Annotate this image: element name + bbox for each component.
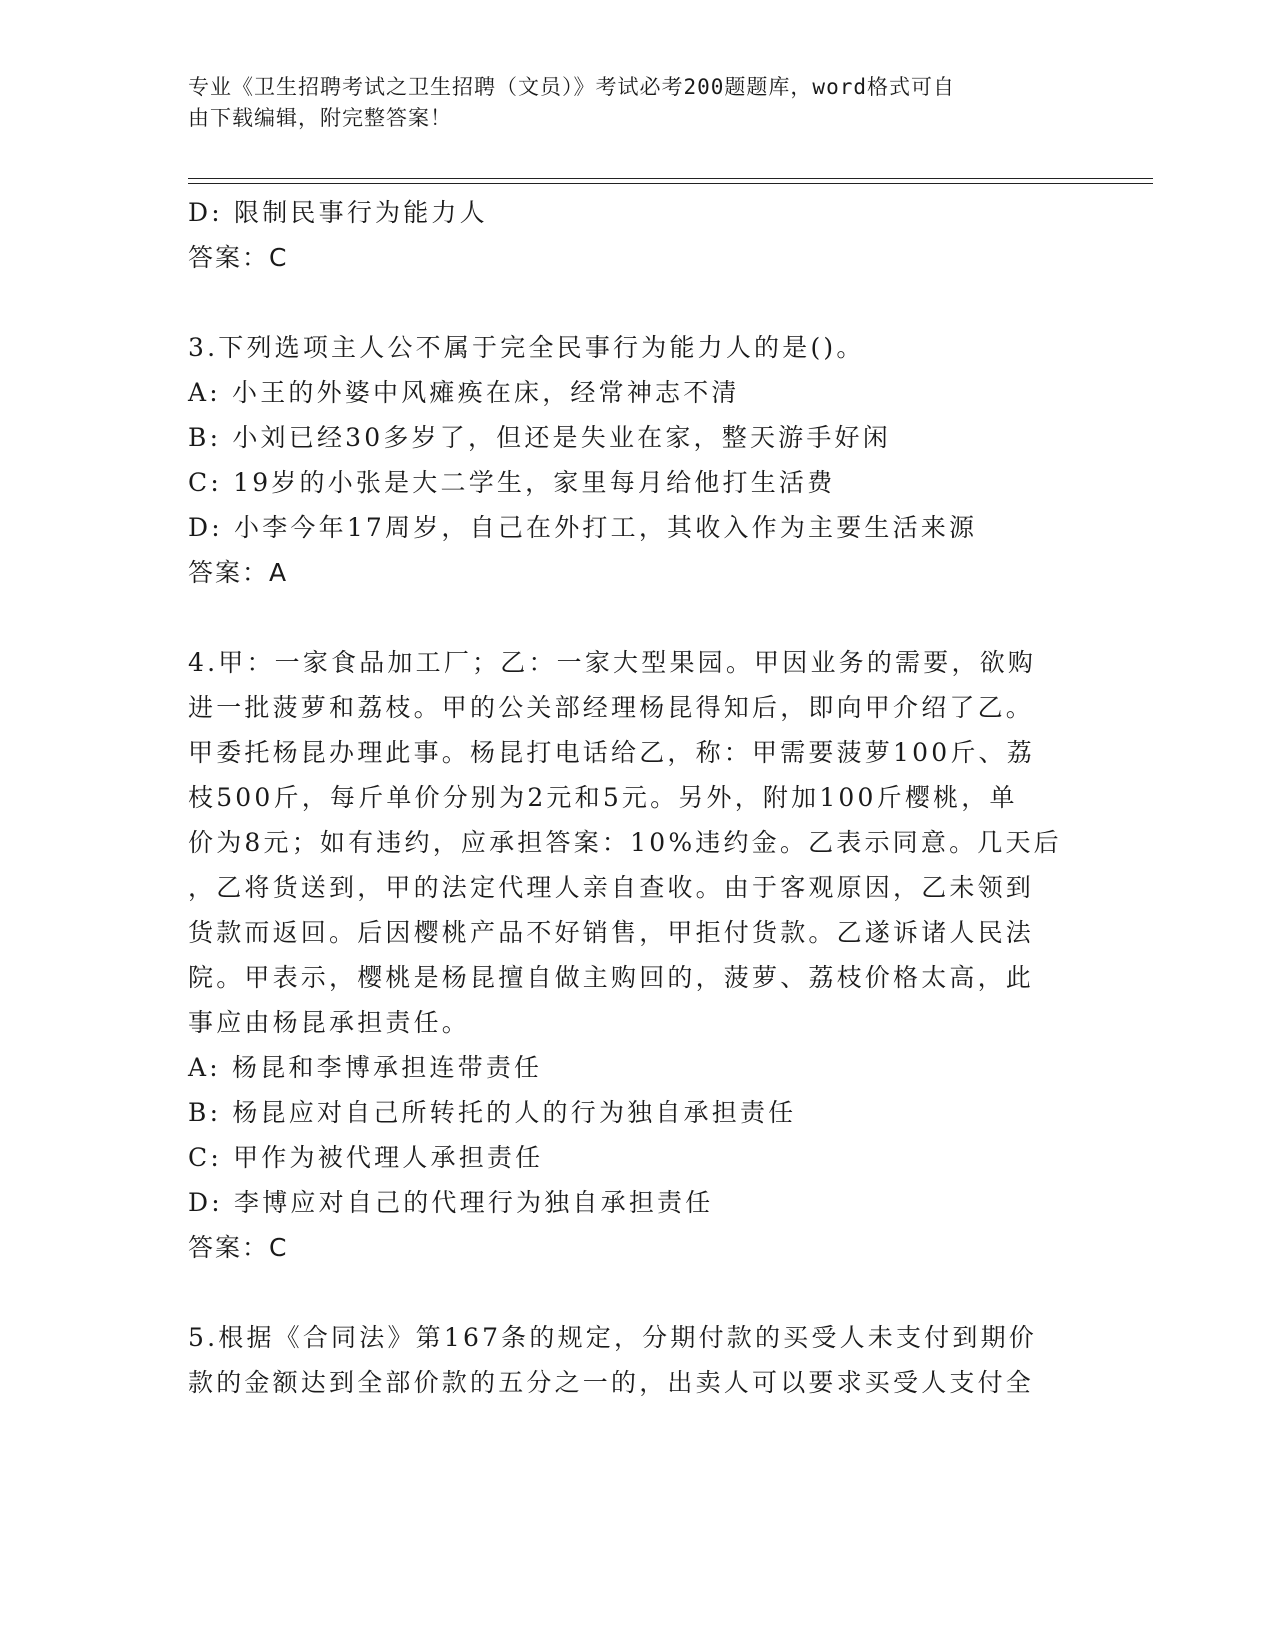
question-stem-line: 甲委托杨昆办理此事。杨昆打电话给乙，称：甲需要菠萝100斤、荔 [188, 738, 1035, 767]
question-stem-line: 价为8元；如有违约，应承担答案：10%违约金。乙表示同意。几天后 [188, 828, 1062, 857]
option-a: A: 杨昆和李博承担连带责任 [188, 1053, 543, 1082]
option-b: B: 杨昆应对自己所转托的人的行为独自承担责任 [188, 1098, 797, 1127]
header-divider [188, 178, 1153, 184]
question-stem: 3.下列选项主人公不属于完全民事行为能力人的是()。 [188, 333, 865, 362]
question-3 [188, 325, 1088, 595]
option-d: D: 限制民事行为能力人 [188, 198, 488, 227]
question-stem-line: 进一批菠萝和荔枝。甲的公关部经理杨昆得知后，即向甲介绍了乙。 [188, 693, 1035, 722]
spacer [188, 595, 1088, 640]
page-header [188, 72, 1068, 134]
header-line-1: 专业《卫生招聘考试之卫生招聘（文员）》考试必考200题题库，word格式可自 [188, 75, 955, 99]
question-2-tail [188, 190, 1088, 280]
header-line-2: 由下载编辑，附完整答案！ [188, 106, 452, 130]
document-body [188, 190, 1088, 1405]
spacer [188, 1270, 1088, 1315]
question-stem-line: 4.甲：一家食品加工厂；乙：一家大型果园。甲因业务的需要，欲购 [188, 648, 1037, 677]
question-5 [188, 1315, 1088, 1405]
question-stem-line: 院。甲表示，樱桃是杨昆擅自做主购回的，菠萝、荔枝价格太高，此 [188, 963, 1035, 992]
spacer [188, 280, 1088, 325]
option-a: A: 小王的外婆中风瘫痪在床，经常神志不清 [188, 378, 740, 407]
answer: 答案：C [188, 243, 289, 272]
option-d: D: 李博应对自己的代理行为独自承担责任 [188, 1188, 714, 1217]
question-4 [188, 640, 1088, 1270]
question-stem-line: 款的金额达到全部价款的五分之一的，出卖人可以要求买受人支付全 [188, 1368, 1035, 1397]
question-stem-line: 货款而返回。后因樱桃产品不好销售，甲拒付货款。乙遂诉诸人民法 [188, 918, 1035, 947]
question-stem-line: 枝500斤，每斤单价分别为2元和5元。另外，附加100斤樱桃，单 [188, 783, 1018, 812]
option-c: C: 19岁的小张是大二学生，家里每月给他打生活费 [188, 468, 836, 497]
option-d: D: 小李今年17周岁，自己在外打工，其收入作为主要生活来源 [188, 513, 978, 542]
option-c: C: 甲作为被代理人承担责任 [188, 1143, 544, 1172]
answer: 答案：C [188, 1233, 289, 1262]
answer: 答案：A [188, 558, 289, 587]
question-stem-line: 5.根据《合同法》第167条的规定，分期付款的买受人未支付到期价 [188, 1323, 1037, 1352]
question-stem-line: 事应由杨昆承担责任。 [188, 1008, 471, 1037]
question-stem-line: ，乙将货送到，甲的法定代理人亲自查收。由于客观原因，乙未领到 [188, 873, 1035, 902]
option-b: B: 小刘已经30多岁了，但还是失业在家，整天游手好闲 [188, 423, 891, 452]
